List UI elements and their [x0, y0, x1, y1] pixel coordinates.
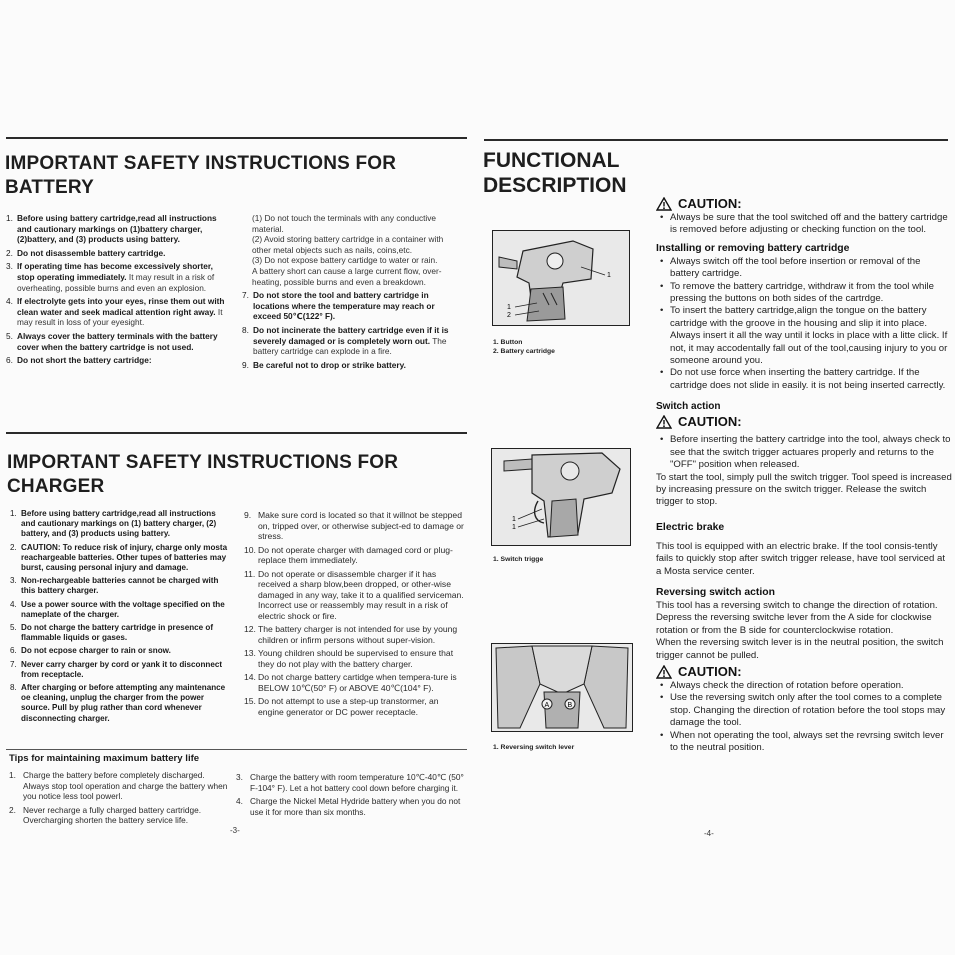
- switch-heading: Switch action: [656, 401, 721, 413]
- item-text: [253, 325, 464, 357]
- warning-triangle-icon: [656, 415, 672, 429]
- item-text-bold: Before using battery cartridge,read all instructions and cautionary markings on (1)battery charger, (2)battery, and (3) products using battery.: [17, 213, 217, 245]
- battery-item: [6, 213, 228, 245]
- item-number: 4.: [6, 296, 13, 307]
- item-number: 5.: [10, 623, 17, 633]
- item-number: 8.: [10, 683, 17, 693]
- item-text-bold: Do not store the tool and battery cartridge in locations where the temperature may reach or exceed 50℃(122° F).: [253, 290, 435, 322]
- item-number: 8.: [242, 324, 249, 335]
- bullet-text: When not operating the tool, always set the revrsing switch lever to the neutral position.: [670, 729, 944, 753]
- reversing-bullets: [656, 680, 952, 754]
- item-text: [17, 213, 228, 245]
- install-bullet: [660, 256, 952, 281]
- battery-title-line1: IMPORTANT SAFETY INSTRUCTIONS FOR: [5, 153, 397, 174]
- caution-heading-3: [656, 664, 952, 680]
- brake-text: This tool is equipped with an electric brake. If the tool consis-tently fails to quickly stop after switch trigger release, have tool serviced at a Mosta service center.: [656, 540, 946, 577]
- charger-title-line2: CHARGER: [7, 476, 105, 497]
- item-text: Do not operate charger with damaged cord or plug-replace them immediately.: [258, 544, 453, 565]
- item-number: 6.: [6, 355, 13, 366]
- reversing-heading: Reversing switch action: [656, 586, 775, 598]
- bullet-dot-icon: •: [660, 305, 664, 317]
- item-text: Charge the battery with room temperature 10℃-40℃ (50° F-104° F). Let a hot battery cool down before charging it.: [250, 772, 464, 793]
- battery-short-subitem: (1) Do not touch the terminals with any conductive material.: [252, 213, 437, 234]
- bullet-dot-icon: •: [660, 692, 664, 704]
- charger-title-line1: IMPORTANT SAFETY INSTRUCTIONS FOR: [7, 452, 399, 473]
- functional-description-title: [483, 148, 627, 198]
- charger-item: [10, 646, 228, 656]
- tips-item: [9, 770, 231, 802]
- item-text: Charge the battery before completely discharged. Always stop tool operation and charge the battery when you notice less tool powerl.: [23, 770, 228, 801]
- bullet-dot-icon: •: [660, 679, 664, 691]
- bullet-text: Always check the direction of rotation before operation.: [670, 679, 904, 691]
- item-text-bold: If operating time has become excessively shorter, stop operating immediately.: [17, 261, 213, 282]
- battery-short-subitem: (2) Avoid storing battery cartridge in a container with other metal objects such as nails, coins,etc.: [252, 234, 444, 255]
- item-number: 2.: [10, 542, 17, 552]
- item-number: 10.: [244, 544, 256, 555]
- item-text-bold: Do not short the battery cartridge:: [17, 355, 152, 366]
- battery-item: [6, 296, 228, 328]
- fig1-label-2: 2: [507, 312, 511, 319]
- item-number: 9.: [244, 510, 252, 520]
- battery-item: [6, 248, 228, 259]
- item-text-regular: It may result in loss of your eyesight.: [17, 306, 223, 328]
- item-number: 13.: [244, 648, 256, 658]
- page-number-right: -4-: [704, 829, 714, 838]
- item-number: 3.: [236, 772, 243, 782]
- warning-triangle-icon: [656, 197, 672, 211]
- item-text-bold: Do not disassemble battery cartridge.: [17, 247, 166, 258]
- figure1-caption: [493, 339, 555, 356]
- charger-item: [10, 660, 228, 680]
- item-text-bold: Do not charge the battery cartridge in presence of flammable liquids or gases.: [21, 623, 214, 643]
- figure-battery-cartridge: [492, 230, 630, 326]
- charger-list-col1: [10, 509, 228, 727]
- tips-list-col2: [236, 772, 464, 820]
- item-text-bold: Do not ecpose charger to rain or snow.: [21, 646, 171, 656]
- item-text: [21, 623, 228, 643]
- item-number: 4.: [236, 796, 243, 806]
- item-text: [17, 331, 228, 352]
- charger-list-col2: [244, 510, 466, 720]
- battery-item: [6, 261, 228, 293]
- battery-short-subitem: A battery short can cause a large current flow, over-heating, possible burns and even a breakdown.: [252, 265, 442, 287]
- bullet-text: Use the reversing switch only after the tool comes to a complete stop. Changing the direction of rotation before the tool stops may damage the tool.: [670, 692, 946, 729]
- item-number: 1.: [10, 509, 17, 518]
- item-text: [17, 261, 228, 293]
- charger-item: [244, 696, 466, 717]
- item-text: [253, 290, 464, 322]
- bullet-dot-icon: •: [660, 280, 664, 292]
- caution-label-2: CAUTION:: [678, 414, 742, 430]
- install-heading: Installing or removing battery cartridge: [656, 242, 850, 254]
- caution1-bullets: [656, 212, 952, 237]
- item-text-bold: Do not incinerate the battery cartridge even if it is severely damaged or is completely worn out.: [253, 324, 449, 346]
- charger-item: [10, 576, 228, 596]
- tips-item: [236, 796, 464, 817]
- item-text-bold: Before using battery cartridge,read all instructions and cautionary markings on (1) battery charger, (2) battery, and (3) products using battery.: [21, 509, 217, 539]
- battery-title-line2: BATTERY: [5, 177, 95, 198]
- reversing-switch-illustration: [492, 644, 632, 731]
- item-text: Make sure cord is located so that it willnot be stepped on, tripped over, or otherwise subject-ed to damage or stress.: [258, 510, 464, 541]
- item-number: 5.: [6, 330, 13, 341]
- brake-heading: Electric brake: [656, 521, 725, 533]
- bullet-text: Always switch off the tool before insertion or removal of the battery cartridge.: [670, 255, 921, 280]
- item-number: 7.: [10, 659, 17, 669]
- item-number: 2.: [9, 804, 16, 815]
- charger-item: [10, 509, 228, 540]
- charger-item: [10, 600, 228, 620]
- item-text-regular: The battery cartridge can explode in a fire.: [253, 335, 447, 357]
- install-bullet: [660, 281, 952, 306]
- section-rule-charger: [6, 432, 467, 434]
- bullet-dot-icon: •: [660, 729, 664, 741]
- battery-item: [6, 355, 228, 366]
- item-number: 9.: [242, 359, 249, 370]
- fig3-label-a: A: [544, 702, 550, 709]
- battery-item: [242, 290, 464, 322]
- item-text-bold: After charging or before attempting any maintenance oe cleaning, unplug the charger from the power source. Pull by plug rather than cord whenever disconnecting charger.: [21, 683, 226, 723]
- item-text: [17, 248, 228, 259]
- battery-item: [6, 331, 228, 352]
- tips-title: Tips for maintaining maximum battery life: [9, 753, 200, 764]
- item-number: 3.: [6, 261, 13, 272]
- charger-item: [10, 543, 228, 574]
- charger-item: [244, 672, 466, 693]
- battery-short-sublist: [252, 213, 464, 287]
- battery-item: [242, 360, 464, 371]
- switch-bullet: [660, 434, 952, 471]
- item-number: 14.: [244, 672, 256, 682]
- reversing-bullet: [660, 680, 952, 692]
- item-number: 12.: [244, 624, 256, 634]
- fig2-label-1: 1: [512, 516, 516, 523]
- install-bullet: [660, 305, 952, 367]
- item-text: Young children should be supervised to ensure that they do not play with the battery charger.: [258, 648, 454, 669]
- charger-item: [10, 683, 228, 724]
- item-text: [21, 576, 228, 596]
- item-text: Do not charge battery cartidge when tempera-ture is BELOW 10℃(50° F) or ABOVE 40℃(104° F).: [258, 672, 457, 693]
- caution-bullet: [660, 212, 952, 237]
- fig1-label-1: 1: [607, 272, 611, 279]
- item-text: [21, 683, 228, 724]
- item-text-bold: Be careful not to drop or strike battery.: [253, 359, 406, 370]
- item-text-bold: Never carry charger by cord or yank it to disconnect from receptacle.: [21, 659, 223, 679]
- charger-item: [244, 510, 466, 542]
- switch-bullets: [656, 434, 952, 471]
- item-text: [253, 360, 464, 371]
- page-number-left: -3-: [230, 826, 240, 835]
- warning-triangle-icon: [656, 665, 672, 679]
- fd-title-line1: FUNCTIONAL: [483, 149, 620, 172]
- reversing-bullet: [660, 730, 952, 755]
- bullet-text: Always be sure that the tool switched off and the battery cartridge is removed before adjusting or checking function on the tool.: [670, 212, 948, 236]
- figure3-caption: 1. Reversing switch lever: [493, 744, 575, 751]
- reversing-bullet: [660, 692, 952, 729]
- item-text: Charge the Nickel Metal Hydride battery when you do not use it for more than six months.: [250, 796, 461, 817]
- item-text: [21, 600, 228, 620]
- item-text: [21, 646, 228, 656]
- charger-title: [7, 451, 467, 499]
- drill-trigger-illustration: [492, 449, 630, 545]
- battery-list-col2-items: [242, 290, 464, 370]
- item-number: 4.: [10, 599, 17, 609]
- caution-label-1: CAUTION:: [678, 196, 742, 211]
- item-text-bold: CAUTION: To reduce risk of injury, charge only mosta reachargeable batteries. Other tupes of batteries may burst, causing personal injury and damage.: [21, 542, 228, 573]
- top-rule-left: [6, 137, 467, 139]
- item-text: [21, 543, 228, 574]
- item-text-bold: If electrolyte gets into your eyes, rinse them out with clean water and seek madical attention right away.: [17, 296, 225, 317]
- item-number: 11.: [244, 568, 256, 579]
- battery-short-subitem: (3) Do not expose battery cartidge to water or rain.: [252, 255, 438, 266]
- item-text: [21, 660, 228, 680]
- caution-heading-2: [656, 414, 952, 430]
- item-text-bold: Non-rechargeable batteries cannot be charged with this battery charger.: [21, 576, 219, 596]
- battery-title: [5, 152, 465, 200]
- item-number: 1.: [6, 213, 13, 223]
- bullet-text: To insert the battery cartridge,align the tongue on the battery cartridge with the groove in the housing and slip it into place. Always insert it all the way until it locks in place with a litte click. If not, it may accodentally fall out of the tool,causing injury to you or someone around you.: [670, 305, 948, 367]
- caution-label-3: CAUTION:: [678, 663, 742, 679]
- fig1-caption-line1: 1. Button: [493, 339, 523, 346]
- figure-reversing-switch: [491, 643, 633, 732]
- fig1-label-1b: 1: [507, 304, 511, 311]
- tips-rule: [6, 749, 467, 750]
- install-bullet: [660, 367, 952, 392]
- bullet-dot-icon: •: [660, 367, 664, 379]
- item-text-bold: Always cover the battery terminals with the battery cover when the battery cartridge is not used.: [17, 330, 218, 352]
- charger-item: [244, 569, 466, 622]
- functional-description-text: [656, 196, 952, 754]
- item-text: The battery charger is not intended for use by young children or infirm persons without super-vision.: [258, 624, 458, 645]
- top-rule-right: [484, 139, 948, 141]
- item-number: 1.: [9, 770, 16, 780]
- bullet-dot-icon: •: [660, 434, 664, 446]
- item-text-bold: Use a power source with the voltage specified on the nameplate of the charger.: [21, 599, 225, 619]
- fig1-caption-line2: 2. Battery cartridge: [493, 347, 555, 355]
- install-bullets: [656, 256, 952, 392]
- item-text: [17, 296, 228, 328]
- battery-list-col1: [6, 213, 228, 369]
- fd-title-line2: DESCRIPTION: [483, 174, 627, 197]
- figure-switch-trigger: [491, 448, 631, 546]
- bullet-dot-icon: •: [660, 255, 664, 267]
- charger-item: [244, 648, 466, 669]
- item-number: 15.: [244, 696, 256, 706]
- item-text: Do not operate or disassemble charger if it has received a sharp blow,been dropped, or other-wise damaged in any way, take it to a qualified serviceman. Incorrect use or reassembly may result in a risk of electric shock or fire.: [258, 568, 464, 621]
- bullet-text: To remove the battery cartridge, withdraw it from the tool while pressing the buttons on both sides of the cartrdge.: [670, 280, 934, 305]
- drill-battery-illustration: [493, 231, 629, 325]
- charger-item: [244, 545, 466, 566]
- item-number: 7.: [242, 290, 249, 301]
- item-text-regular: It may result in a risk of overheating, possible burns and even an explosion.: [17, 271, 215, 293]
- fig3-label-b: B: [567, 702, 573, 709]
- item-number: 6.: [10, 646, 17, 656]
- fig2-label-1b: 1: [512, 524, 516, 531]
- charger-item: [244, 624, 466, 645]
- item-number: 2.: [6, 247, 13, 258]
- item-text: [21, 509, 228, 540]
- item-text: Do not attempt to use a step-up transtormer, an engine generator or DC power receptacle.: [258, 696, 439, 717]
- reversing-text-2: When the reversing switch lever is in the neutral position, the switch trigger cannot be pulled.: [656, 637, 944, 661]
- battery-item: [242, 325, 464, 357]
- item-text: [17, 355, 228, 366]
- tips-list-col1: [9, 770, 231, 829]
- tips-item: [9, 805, 231, 826]
- figure2-caption: 1. Switch trigge: [493, 556, 544, 563]
- caution-heading-1: [656, 196, 952, 212]
- tips-item: [236, 772, 464, 793]
- item-text: Never recharge a fully charged battery cartridge. Overcharging shorten the battery service life.: [23, 804, 202, 825]
- battery-list-col2: [242, 213, 464, 373]
- reversing-text-1: This tool has a reversing switch to change the direction of rotation. Depress the reversing switche lever from the A side for clockwise rotation or from the B side for counterclockwise rotation.: [656, 599, 938, 636]
- item-number: 3.: [10, 576, 17, 586]
- charger-item: [10, 623, 228, 643]
- bullet-text: Before inserting the battery cartridge into the tool, always check to see that the switch trigger actuares properly and returns to the "OFF" position when released.: [670, 434, 951, 471]
- bullet-dot-icon: •: [660, 212, 664, 223]
- switch-text: To start the tool, simply pull the switch trigger. Tool speed is increased by increasing pressure on the switch trigger. Release the switch trigger to stop.: [656, 471, 952, 508]
- bullet-text: Do not use force when inserting the battery cartridge. If the cartridge does not slide in easily. it is not being inserted carrectly.: [670, 367, 946, 391]
